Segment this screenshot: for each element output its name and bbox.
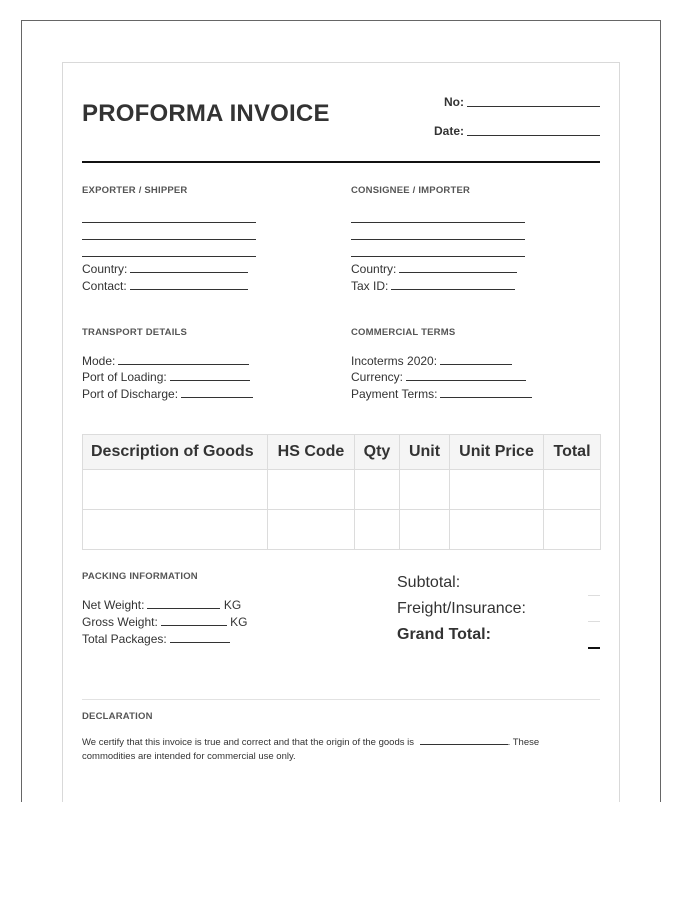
- table-cell[interactable]: [268, 470, 355, 510]
- payment-terms-label: Payment Terms:: [351, 387, 438, 401]
- total-packages-label: Total Packages:: [82, 632, 167, 646]
- freight-line[interactable]: [588, 621, 600, 622]
- column-header-unit: Unit: [400, 435, 450, 470]
- items-table: [82, 434, 601, 550]
- invoice-date-line[interactable]: [467, 135, 600, 136]
- port-discharge-line[interactable]: [181, 386, 253, 398]
- table-cell[interactable]: [400, 470, 450, 510]
- exporter-contact-line[interactable]: [130, 278, 248, 290]
- net-weight-label: Net Weight:: [82, 598, 145, 612]
- column-header-qty: Qty: [355, 435, 400, 470]
- declaration-text-end: . These commodities are intended for commercial use only.: [82, 737, 540, 762]
- column-header-description: Description of Goods: [83, 435, 268, 470]
- subtotal-label: Subtotal:: [397, 574, 461, 591]
- port-loading-line[interactable]: [170, 369, 250, 381]
- invoice-date-label: Date:: [433, 124, 464, 138]
- net-weight-field: [82, 597, 241, 612]
- exporter-line-2[interactable]: [82, 239, 256, 240]
- exporter-line-1[interactable]: [82, 222, 256, 223]
- invoice-page: [62, 62, 620, 802]
- table-cell[interactable]: [450, 510, 544, 550]
- transport-mode-label: Mode:: [82, 354, 116, 368]
- consignee-country-label: Country:: [351, 262, 397, 276]
- page-title: PROFORMA INVOICE: [82, 100, 330, 127]
- table-cell[interactable]: [400, 510, 450, 550]
- consignee-tax-label: Tax ID:: [351, 279, 389, 293]
- consignee-heading: CONSIGNEE / IMPORTER: [351, 185, 471, 196]
- net-weight-line[interactable]: [147, 597, 220, 609]
- table-cell[interactable]: [544, 470, 601, 510]
- freight-label: Freight/Insurance:: [397, 600, 526, 617]
- exporter-country-field: [82, 261, 248, 276]
- incoterms-label: Incoterms 2020:: [351, 354, 438, 368]
- subtotal-line[interactable]: [588, 595, 600, 596]
- declaration-divider: [82, 699, 600, 700]
- table-cell[interactable]: [355, 510, 400, 550]
- currency-field: [351, 369, 526, 384]
- table-header-row: [83, 435, 601, 470]
- invoice-number-field: [380, 95, 464, 109]
- gross-weight-line[interactable]: [161, 614, 227, 626]
- table-cell[interactable]: [355, 470, 400, 510]
- table-cell[interactable]: [83, 470, 268, 510]
- table-cell[interactable]: [83, 510, 268, 550]
- exporter-contact-label: Contact:: [82, 279, 127, 293]
- invoice-number-line[interactable]: [467, 106, 600, 107]
- declaration-heading: DECLARATION: [82, 711, 153, 722]
- table-cell[interactable]: [268, 510, 355, 550]
- table-row: [83, 470, 601, 510]
- packing-heading: PACKING INFORMATION: [82, 571, 198, 582]
- port-loading-field: [82, 369, 250, 384]
- consignee-line-1[interactable]: [351, 222, 525, 223]
- declaration-text-start: We certify that this invoice is true and correct and that the origin of the goods is: [82, 737, 414, 748]
- gross-weight-unit: KG: [230, 615, 248, 629]
- origin-line[interactable]: [420, 735, 508, 745]
- transport-heading: TRANSPORT DETAILS: [82, 327, 188, 338]
- column-header-total: Total: [544, 435, 601, 470]
- header-divider: [82, 161, 600, 163]
- table-cell[interactable]: [544, 510, 601, 550]
- port-discharge-label: Port of Discharge:: [82, 387, 179, 401]
- transport-mode-line[interactable]: [118, 353, 249, 365]
- port-discharge-field: [82, 386, 253, 401]
- exporter-contact-field: [82, 278, 248, 293]
- consignee-line-3[interactable]: [351, 256, 525, 257]
- payment-terms-line[interactable]: [440, 386, 532, 398]
- column-header-unit-price: Unit Price: [450, 435, 544, 470]
- invoice-date-field: [380, 124, 464, 138]
- gross-weight-field: [82, 614, 248, 629]
- total-packages-field: [82, 631, 230, 646]
- currency-line[interactable]: [406, 369, 526, 381]
- exporter-heading: EXPORTER / SHIPPER: [82, 185, 188, 196]
- transport-mode-field: [82, 353, 249, 368]
- exporter-country-label: Country:: [82, 262, 128, 276]
- grand-total-label: Grand Total:: [397, 626, 491, 643]
- commercial-heading: COMMERCIAL TERMS: [351, 327, 456, 338]
- consignee-line-2[interactable]: [351, 239, 525, 240]
- incoterms-line[interactable]: [440, 353, 512, 365]
- exporter-country-line[interactable]: [130, 261, 248, 273]
- grand-total-line[interactable]: [588, 647, 600, 649]
- consignee-country-field: [351, 261, 517, 276]
- column-header-hs-code: HS Code: [268, 435, 355, 470]
- port-loading-label: Port of Loading:: [82, 370, 167, 384]
- consignee-country-line[interactable]: [399, 261, 517, 273]
- net-weight-unit: KG: [223, 598, 242, 612]
- payment-terms-field: [351, 386, 532, 401]
- table-row: [83, 510, 601, 550]
- incoterms-field: [351, 353, 512, 368]
- table-cell[interactable]: [450, 470, 544, 510]
- declaration-text: [82, 735, 582, 764]
- gross-weight-label: Gross Weight:: [82, 615, 158, 629]
- invoice-number-label: No:: [444, 95, 464, 109]
- total-packages-line[interactable]: [170, 631, 230, 643]
- consignee-tax-line[interactable]: [391, 278, 515, 290]
- exporter-line-3[interactable]: [82, 256, 256, 257]
- consignee-tax-field: [351, 278, 515, 293]
- currency-label: Currency:: [351, 370, 404, 384]
